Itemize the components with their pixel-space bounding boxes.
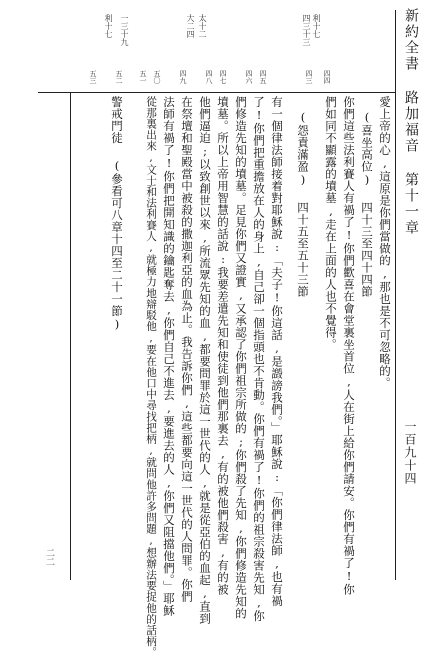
verse-number: 五三 [89,70,97,84]
verse-number: 四六 [245,70,253,84]
verse-number: 五一 [139,70,147,84]
footer-mark: 二二 [44,548,54,566]
verse-number: 五二 [115,70,123,84]
divider [395,10,396,580]
text-column: 從那裏出來,文士和法利賽人,就極力地辯駁他,要在他口中尋找把柄,就問他許多問題,想辦法要捉他的話柄。 [145,96,157,658]
verse-number: 四五 [259,70,267,84]
cross-reference: 四三十三 [302,14,311,46]
text-column: 法師有禍了!你們把開知識的鑰匙奪去,你們自己不進去,要進去的人,你們又阻擋他們。」耶穌 [162,96,176,617]
text-column: 們修造先知的墳墓。足見你們又證實,又承認了你們祖宗所做的;你們殺了先知,你們修造先知的 [234,96,248,620]
text-column: 他們逼迫;以致創世以來,所流眾先知的血,都要問罪於這一世代的人,就是從亞伯的血起,直到 [198,96,212,625]
divider [70,92,71,580]
text-column: 你們這些法利賽人有禍了!你們歡喜在會堂裏坐首位,人在街上給你們請安。你們有禍了!你 [342,96,356,596]
cross-reference: 一三十九 [120,14,129,46]
divider [38,92,396,93]
verse-number: 五〇 [153,70,161,84]
cross-reference: 大二四 [186,14,195,38]
section-heading: 警戒門徒 (參看可八章十四至二十一節) [110,96,124,332]
text-column: 了!你們把重擔放在人的身上,自己卻一個指頭也不肯動。你們有禍了!你們的祖宗殺害先知,你 [252,96,266,622]
section-heading: (喜坐高位) 四十三至四十四節 [360,110,374,298]
cross-reference: 太十二 [198,14,207,38]
text-column: 們如同不顯露的墳墓,走在上面的人也不覺得。 [324,96,338,351]
cross-reference: 利十七 [312,14,321,38]
page-number: 一百九十四 [403,420,417,485]
text-column: 愛上帝的心,這原是你們當做的,那也是不可忽略的。 [378,96,392,389]
verse-number: 四三 [305,70,313,84]
verse-number: 四七 [219,70,227,84]
section-heading: (怨責滿盈) 四十五至五十三節 [296,110,310,298]
verse-number: 四九 [179,70,187,84]
text-column: 在祭壇和聖殿當中被殺的撒迦利亞的血為止。我告訴你們,這些都要向這一世代的人問罪。你們 [180,96,194,603]
text-column: 墳墓。所以上帝用智慧的話說:我要差遣先知和使徒到他們那裏去,有的被他們殺害,有的被 [216,96,230,596]
text-column: 有一個律法師接着對耶穌說:「夫子!你這話,是譭謗我們。」耶穌說:「你們律法師,也有禍 [270,96,284,607]
cross-reference: 利十七 [104,14,113,38]
page-header-title: 新約全書 路加福音 第十一章 [403,8,419,236]
verse-number: 四四 [323,70,331,84]
verse-number: 四八 [205,70,213,84]
